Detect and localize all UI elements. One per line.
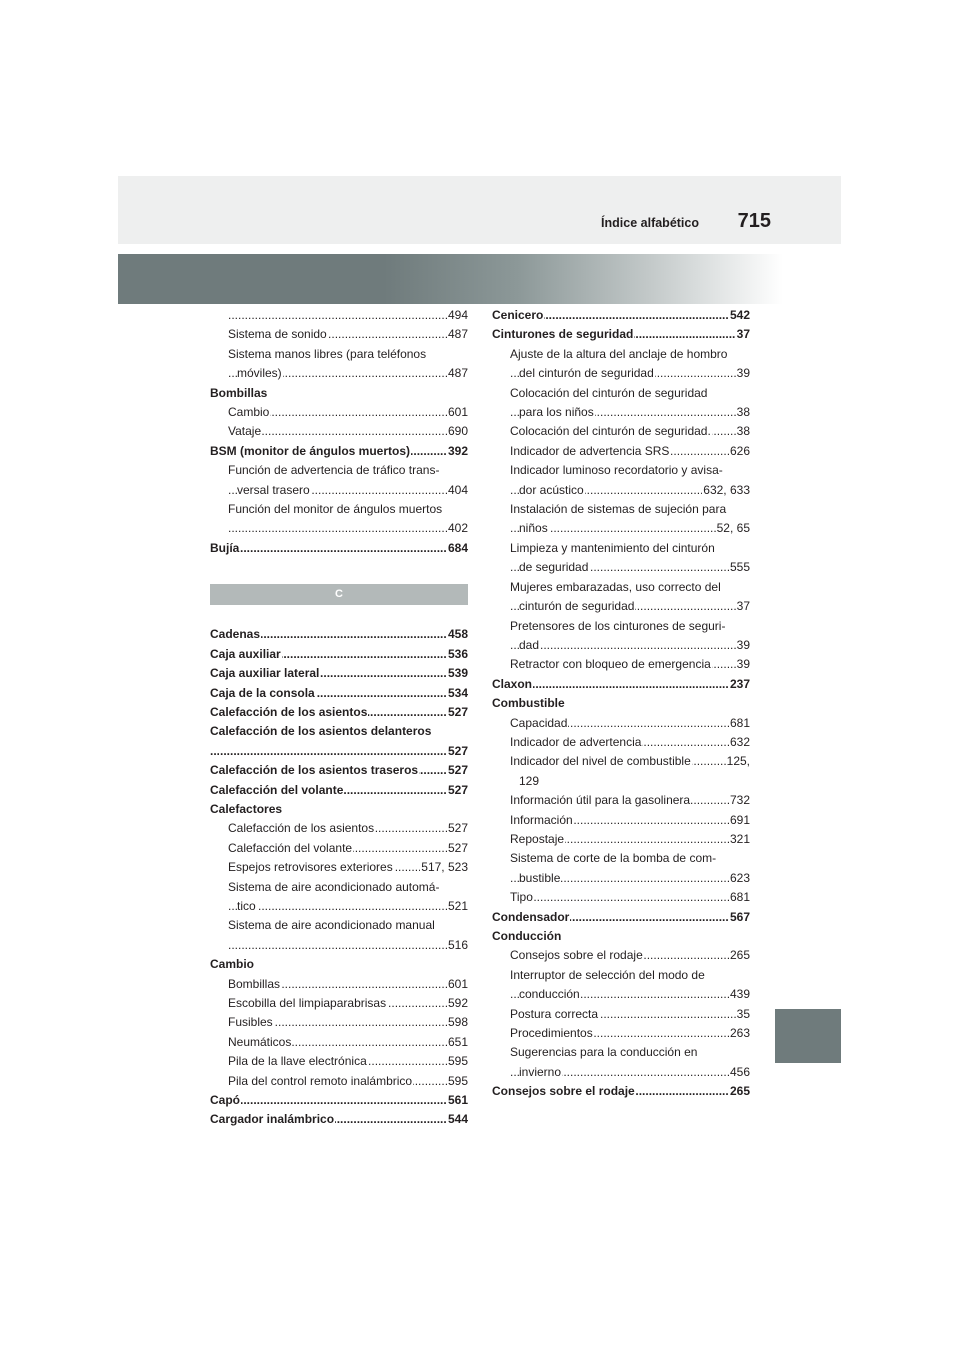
entry-term: Calefacción del volante (228, 840, 353, 855)
index-entry (492, 849, 750, 888)
index-entry (210, 500, 468, 539)
entry-term: Bombillas (210, 385, 268, 400)
index-entry (492, 655, 750, 674)
index-entry (210, 1052, 468, 1071)
index-entry (210, 781, 468, 800)
entry-term: BSM (monitor de ángulos muertos) (210, 443, 411, 458)
entry-term: Calefacción de los asientos (228, 821, 375, 836)
entry-term: Repostaje (510, 831, 565, 846)
index-entry (492, 830, 750, 849)
entry-term: Procedimientos (510, 1026, 593, 1041)
entry-page: 595 (447, 1052, 468, 1071)
entry-term: Colocación del cinturón de seguridad (510, 385, 708, 400)
entry-page: 732 (729, 791, 750, 810)
entry-page: 539 (447, 664, 468, 683)
entry-term: Bombillas (228, 976, 281, 991)
entry-term: cinturón de seguridad (519, 599, 635, 614)
index-entry (210, 975, 468, 994)
index-entry (210, 664, 468, 683)
entry-term: Ajuste de la altura del anclaje de hombro (510, 346, 728, 361)
index-list (492, 306, 750, 1102)
index-column-right (492, 306, 750, 1102)
entry-term (237, 938, 238, 952)
index-entry (210, 722, 468, 761)
entry-term: niños (519, 521, 548, 536)
entry-term: bustible (519, 870, 561, 885)
index-entry (210, 1072, 468, 1091)
entry-term: Indicador luminoso recordatorio y avisa- (510, 463, 723, 478)
entry-page: 684 (447, 539, 468, 558)
page-number: 715 (737, 210, 771, 232)
entry-page: 690 (447, 422, 468, 441)
entry-page: 458 (447, 625, 468, 644)
index-entry (210, 955, 468, 974)
entry-term: Combustible (492, 696, 565, 711)
entry-page: 527 (447, 761, 468, 780)
entry-term: Cambio (228, 405, 270, 420)
entry-term: Sistema de aire acondicionado automá- (228, 879, 440, 894)
entry-page: 542 (729, 306, 750, 325)
entry-term: Calefacción de los asientos traseros (210, 763, 419, 778)
index-entry (210, 422, 468, 441)
entry-term: Cadenas (210, 627, 261, 642)
entry-term: Postura correcta (510, 1006, 599, 1021)
entry-page: 598 (447, 1013, 468, 1032)
entry-page: 439 (729, 985, 750, 1004)
section-letter-bar: C (210, 584, 468, 605)
entry-page: 567 (729, 908, 750, 927)
entry-page: 632 (729, 733, 750, 752)
index-entry (210, 384, 468, 403)
entry-page: 38 (736, 422, 750, 441)
entry-page: 487 (447, 364, 468, 383)
entry-page: 517, 523 (420, 858, 468, 877)
entry-page: 39 (736, 655, 750, 674)
entry-term: invierno (519, 1064, 562, 1079)
index-entry (210, 858, 468, 877)
entry-term: Limpieza y mantenimiento del cinturón (510, 540, 715, 555)
entry-term: Sistema de aire acondicionado manual (228, 918, 435, 933)
index-entry (210, 839, 468, 858)
index-entry (210, 878, 468, 917)
entry-page: 626 (729, 442, 750, 461)
entry-term: Cenicero (492, 308, 544, 322)
entry-page: 601 (447, 975, 468, 994)
entry-term: Caja de la consola (210, 685, 315, 700)
index-list (210, 306, 468, 558)
index-entry (492, 752, 750, 771)
entry-term: de seguridad (519, 560, 589, 575)
entry-page: 544 (447, 1110, 468, 1129)
entry-term: Indicador de advertencia SRS (510, 443, 670, 458)
entry-page: 527 (447, 839, 468, 858)
entry-page: 681 (729, 714, 750, 733)
index-entry (210, 800, 468, 819)
entry-term: 129 (519, 773, 540, 788)
index-entry (492, 1024, 750, 1043)
index-entry (210, 625, 468, 644)
index-entry (492, 811, 750, 830)
entry-term: Calefacción del volante (210, 782, 344, 797)
index-entry (492, 908, 750, 927)
entry-term: Claxon (492, 676, 533, 691)
entry-page: 561 (447, 1091, 468, 1110)
index-entry (492, 384, 750, 423)
index-entry (492, 927, 750, 946)
entry-term: Mujeres embarazadas, uso correcto del (510, 579, 721, 594)
section-title: Índice alfabético (601, 216, 699, 230)
index-entry (492, 791, 750, 810)
index-entry (492, 1005, 750, 1024)
entry-term: Función de advertencia de tráfico trans- (228, 463, 440, 478)
entry-term: Sugerencias para la conducción en (510, 1045, 698, 1060)
entry-page: 651 (447, 1033, 468, 1052)
index-entry (492, 675, 750, 694)
index-entry (210, 403, 468, 422)
entry-page: 521 (447, 897, 468, 916)
index-entry (492, 714, 750, 733)
entry-term: Consejos sobre el rodaje (492, 1084, 635, 1099)
index-entry (210, 819, 468, 838)
index-entry (492, 772, 750, 791)
index-entry (210, 1033, 468, 1052)
entry-term: Sistema manos libres (para teléfonos (228, 346, 427, 361)
entry-term: Indicador del nivel de combustible (510, 754, 691, 769)
entry-page: 516 (447, 936, 468, 955)
entry-term: Función del monitor de ángulos muertos (228, 502, 443, 517)
index-entry (492, 578, 750, 617)
entry-term: Información (510, 812, 573, 827)
entry-page: 527 (447, 819, 468, 838)
index-entry (210, 442, 468, 461)
index-entry (210, 1013, 468, 1032)
entry-page: 265 (729, 1082, 750, 1101)
index-column-left (210, 306, 468, 1130)
entry-term: Neumáticos (228, 1034, 292, 1049)
entry-page: 601 (447, 403, 468, 422)
entry-page: 38 (736, 403, 750, 422)
entry-page: 125, (726, 752, 750, 771)
entry-term: Retractor con bloqueo de emergencia (510, 657, 711, 672)
entry-term: Bujía (210, 540, 240, 555)
entry-term: Caja auxiliar lateral (210, 666, 320, 681)
entry-term: Calefacción de los asientos (210, 704, 368, 719)
index-entry (492, 966, 750, 1005)
entry-page: 456 (729, 1063, 750, 1082)
entry-page: 263 (729, 1024, 750, 1043)
entry-page: 35 (736, 1005, 750, 1024)
entry-term: Calefactores (210, 801, 283, 816)
entry-term: Escobilla del limpiaparabrisas (228, 996, 387, 1010)
entry-term: móviles) (237, 366, 282, 381)
entry-page: 555 (729, 558, 750, 577)
index-entry (492, 694, 750, 713)
entry-page: 681 (729, 888, 750, 907)
index-entry (492, 461, 750, 500)
entry-term: para los niños (519, 405, 594, 420)
index-entry (492, 888, 750, 907)
index-entry (492, 500, 750, 539)
entry-term: tico (237, 898, 256, 913)
entry-term: Condensador (492, 909, 570, 924)
entry-term (228, 308, 229, 322)
index-entry (492, 345, 750, 384)
index-entry (492, 946, 750, 965)
entry-term: Fusibles (228, 1015, 273, 1030)
entry-page: 52, 65 (716, 519, 750, 538)
index-entry (492, 442, 750, 461)
entry-term: Sistema de sonido (228, 327, 327, 342)
entry-term: versal trasero (237, 482, 310, 497)
entry-page: 527 (447, 742, 468, 761)
entry-term: Pila de la llave electrónica (228, 1054, 367, 1069)
index-entry (492, 539, 750, 578)
entry-term: Instalación de sistemas de sujeción para (510, 502, 727, 517)
entry-term: Espejos retrovisores exteriores (228, 860, 393, 875)
entry-page: 487 (447, 325, 468, 344)
entry-page: 37 (736, 325, 750, 344)
index-entry (210, 306, 468, 325)
entry-page: 265 (729, 946, 750, 965)
entry-term: Colocación del cinturón de seguridad. (510, 424, 711, 439)
entry-page: 592 (447, 994, 468, 1013)
entry-term: Tipo (510, 890, 533, 905)
index-entry (210, 1110, 468, 1129)
entry-term: Indicador de advertencia (510, 734, 642, 749)
index-entry (210, 539, 468, 558)
index-entry (210, 761, 468, 780)
entry-term: conducción (519, 987, 580, 1002)
entry-page: 237 (729, 675, 750, 694)
entry-term: Cinturones de seguridad (492, 327, 634, 342)
entry-term: Capacidad (510, 715, 568, 730)
index-entry (210, 916, 468, 955)
entry-term: Calefacción de los asientos delanteros (210, 724, 432, 739)
index-entry (210, 461, 468, 500)
index-entry (210, 345, 468, 384)
entry-page: 39 (736, 364, 750, 383)
entry-term: dor acústico (519, 482, 584, 497)
entry-term (237, 521, 238, 535)
index-entry (492, 422, 750, 441)
index-entry (210, 325, 468, 344)
entry-term: Cambio (210, 957, 255, 972)
entry-page: 632, 633 (702, 481, 750, 500)
entry-term (219, 744, 220, 758)
entry-page: 39 (736, 636, 750, 655)
header-band (118, 254, 783, 304)
index-entry (210, 994, 468, 1013)
index-entry (210, 1091, 468, 1110)
entry-page: 595 (447, 1072, 468, 1091)
entry-page: 37 (736, 597, 750, 616)
index-entry (492, 1082, 750, 1101)
entry-page: 402 (447, 519, 468, 538)
entry-term: Cargador inalámbrico (210, 1112, 335, 1127)
header-bar (118, 176, 841, 244)
entry-term: dad (519, 637, 540, 652)
entry-term: Sistema de corte de la bomba de com- (510, 851, 717, 866)
index-entry (210, 645, 468, 664)
entry-term: Caja auxiliar (210, 646, 281, 661)
entry-term: Pila del control remoto inalámbrico (228, 1073, 413, 1088)
entry-page: 534 (447, 684, 468, 703)
entry-page: 536 (447, 645, 468, 664)
entry-term: Capó (210, 1093, 240, 1108)
index-entry (210, 703, 468, 722)
entry-page: 691 (729, 811, 750, 830)
entry-term: Pretensores de los cinturones de seguri- (510, 618, 726, 633)
entry-page: 527 (447, 781, 468, 800)
entry-term: Conducción (492, 929, 562, 943)
entry-page: 494 (447, 306, 468, 325)
index-list (210, 625, 468, 1130)
entry-page: 527 (447, 703, 468, 722)
index-entry (210, 684, 468, 703)
index-entry (492, 306, 750, 325)
section-tab (775, 1009, 841, 1063)
entry-term: Vataje (228, 424, 262, 439)
index-entry (492, 325, 750, 344)
entry-term: Interruptor de selección del modo de (510, 967, 705, 982)
entry-page: 404 (447, 481, 468, 500)
entry-page: 392 (447, 442, 468, 461)
entry-page: 321 (729, 830, 750, 849)
entry-term: Información útil para la gasolinera (510, 793, 691, 808)
index-entry (492, 617, 750, 656)
entry-term: Consejos sobre el rodaje (510, 948, 643, 963)
entry-term: del cinturón de seguridad (519, 366, 654, 381)
index-entry (492, 733, 750, 752)
entry-page: 623 (729, 869, 750, 888)
index-entry (492, 1043, 750, 1082)
